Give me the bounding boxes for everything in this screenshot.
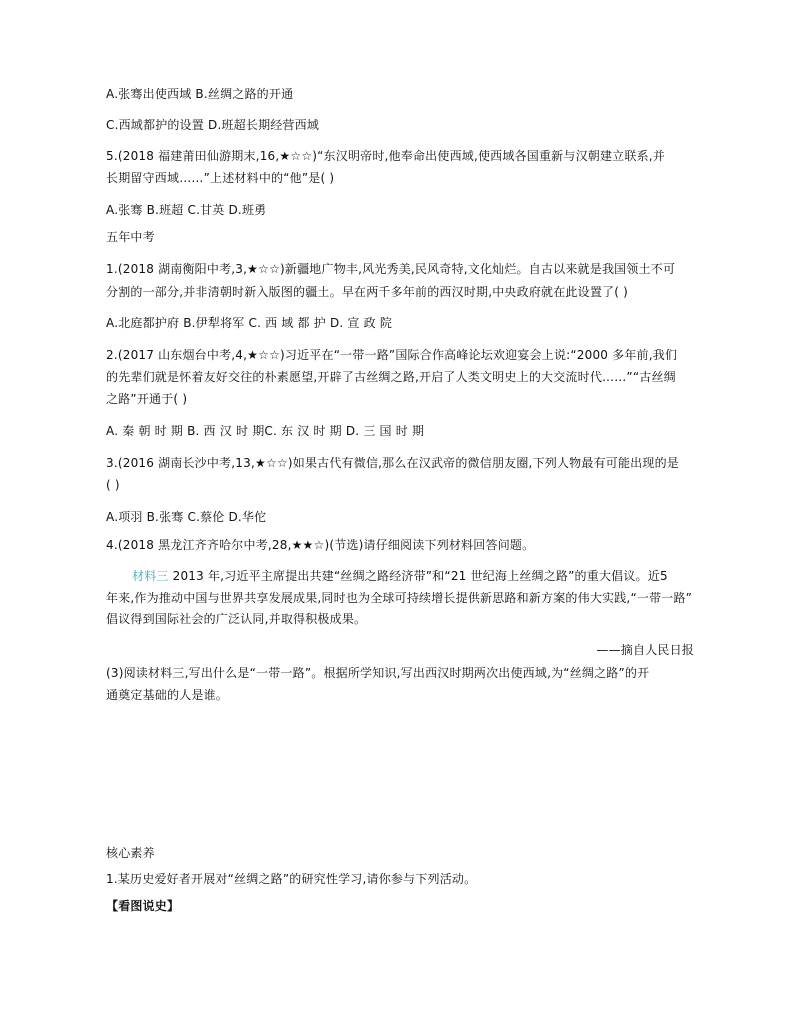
section-heading-five-year: 五年中考 xyxy=(106,230,155,244)
question-4-sub-3-line-2: 通奠定基础的人是谁。 xyxy=(106,688,229,702)
question-3-line-2: ( ) xyxy=(106,478,120,492)
material-three-line-1 xyxy=(132,569,668,583)
activity-heading: 【看图说史】 xyxy=(106,899,180,913)
material-source: ——摘自人民日报 xyxy=(596,643,694,657)
material-three-line-3: 倡议得到国际社会的广泛认同,并取得积极成果。 xyxy=(106,612,367,626)
question-5-line-2: 长期留守西域……”上述材料中的“他”是( ) xyxy=(106,171,335,185)
question-2-line-3: 之路”开通于( ) xyxy=(106,392,188,406)
material-three-label: 材料三 xyxy=(132,569,169,583)
question-1-line-2: 分割的一部分,并非清朝时新入版图的疆土。早在两千多年前的西汉时期,中央政府就在此设置了( ) xyxy=(106,285,629,299)
question-5-line-1: 5.(2018 福建莆田仙游期末,16,★☆☆)“东汉明帝时,他奉命出使西域,使西域各国重新与汉朝建立联系,并 xyxy=(106,149,666,163)
question-1-options: A.北庭都护府 B.伊犁将军 C. 西 域 都 护 D. 宣 政 院 xyxy=(106,316,393,330)
question-3-options: A.项羽 B.张骞 C.蔡伦 D.华佗 xyxy=(106,510,267,524)
option-line-q4: A.张骞出使西域 B.丝绸之路的开通 xyxy=(106,87,294,101)
material-three-line-2: 年来,作为推动中国与世界共享发展成果,同时也为全球可持续增长提供新思路和新方案的伟大实践,“一带一路” xyxy=(106,591,693,605)
question-2-line-2: 的先辈们就是怀着友好交往的朴素愿望,开辟了古丝绸之路,开启了人类文明史上的大交流时代……”“古丝绸 xyxy=(106,370,676,384)
section-heading-core-literacy: 核心素养 xyxy=(106,846,155,860)
question-2-line-1: 2.(2017 山东烟台中考,4,★☆☆)习近平在“一带一路”国际合作高峰论坛欢迎宴会上说:“2000 多年前,我们 xyxy=(106,348,678,362)
question-2-options: A. 秦 朝 时 期 B. 西 汉 时 期C. 东 汉 时 期 D. 三 国 时 期 xyxy=(106,424,425,438)
question-4-sub-3-line-1: (3)阅读材料三,写出什么是“一带一路”。根据所学知识,写出西汉时期两次出使西域,为“丝绸之路”的开 xyxy=(106,666,650,680)
question-4-stem: 4.(2018 黑龙江齐齐哈尔中考,28,★★☆)(节选)请仔细阅读下列材料回答问题。 xyxy=(106,538,535,552)
option-line-q4-cont: C.西域都护的设置 D.班超长期经营西域 xyxy=(106,118,320,132)
core-question-1: 1.某历史爱好者开展对“丝绸之路”的研究性学习,请你参与下列活动。 xyxy=(106,872,477,886)
question-3-line-1: 3.(2016 湖南长沙中考,13,★☆☆)如果古代有微信,那么在汉武帝的微信朋友圈,下列人物最有可能出现的是 xyxy=(106,456,679,470)
question-1-line-1: 1.(2018 湖南衡阳中考,3,★☆☆)新疆地广物丰,风光秀美,民风奇特,文化灿烂。自古以来就是我国领土不可 xyxy=(106,262,676,276)
question-5-options: A.张骞 B.班超 C.甘英 D.班勇 xyxy=(106,203,267,217)
material-three-text: 2013 年,习近平主席提出共建“丝绸之路经济带”和“21 世纪海上丝绸之路”的重大倡议。近5 xyxy=(168,569,668,583)
